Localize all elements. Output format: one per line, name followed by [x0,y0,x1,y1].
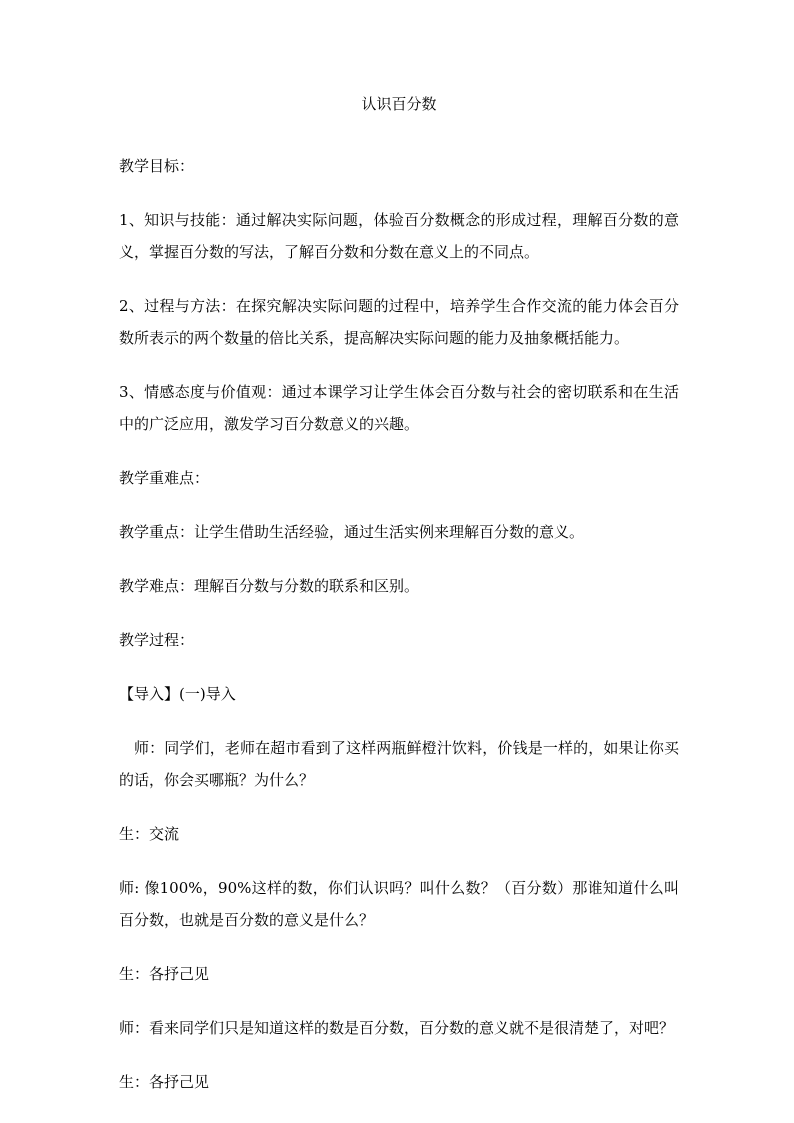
paragraph-key-point: 教学重点：让学生借助生活经验，通过生活实例来理解百分数的意义。 [119,523,585,541]
paragraph-student-reply-1: 生：交流 [119,825,180,843]
paragraph-knowledge-skills: 1、知识与技能：通过解决实际问题，体验百分数概念的形成过程，理解百分数的意义，掌握百分数的写法，了解百分数和分数在意义上的不同点。 [119,211,679,261]
paragraph-teacher-remark: 师：看来同学们只是知道这样的数是百分数，百分数的意义就不是很清楚了，对吧？ [119,1019,675,1037]
paragraph-teacher-question-2: 师: 像100%，90%这样的数，你们认识吗？叫什么数？（百分数）那谁知道什么叫百分数，也就是百分数的意义是什么？ [119,879,679,929]
paragraph-teacher-question-1: 师：同学们，老师在超市看到了这样两瓶鲜橙汁饮料，价钱是一样的，如果让你买的话，你会买哪瓶？为什么？ [119,739,679,789]
section-heading-objectives: 教学目标： [119,157,195,175]
paragraph-difficult-point: 教学难点：理解百分数与分数的联系和区别。 [119,577,420,595]
section-heading-key-points: 教学重难点： [119,469,210,487]
paragraph-emotion-values: 3、情感态度与价值观：通过本课学习让学生体会百分数与社会的密切联系和在生活中的广泛应用，激发学习百分数意义的兴趣。 [119,383,679,433]
paragraph-process-methods: 2、过程与方法：在探究解决实际问题的过程中，培养学生合作交流的能力体会百分数所表示的两个数量的倍比关系，提高解决实际问题的能力及抽象概括能力。 [119,297,679,347]
document-body [119,94,679,1098]
paragraph-student-reply-3: 生：各抒己见 [119,1073,210,1091]
paragraph-introduction-heading: 【导入】(一)导入 [119,685,236,703]
paragraph-student-reply-2: 生：各抒己见 [119,965,210,983]
section-heading-process: 教学过程： [119,631,195,649]
document-title: 认识百分数 [361,95,437,113]
